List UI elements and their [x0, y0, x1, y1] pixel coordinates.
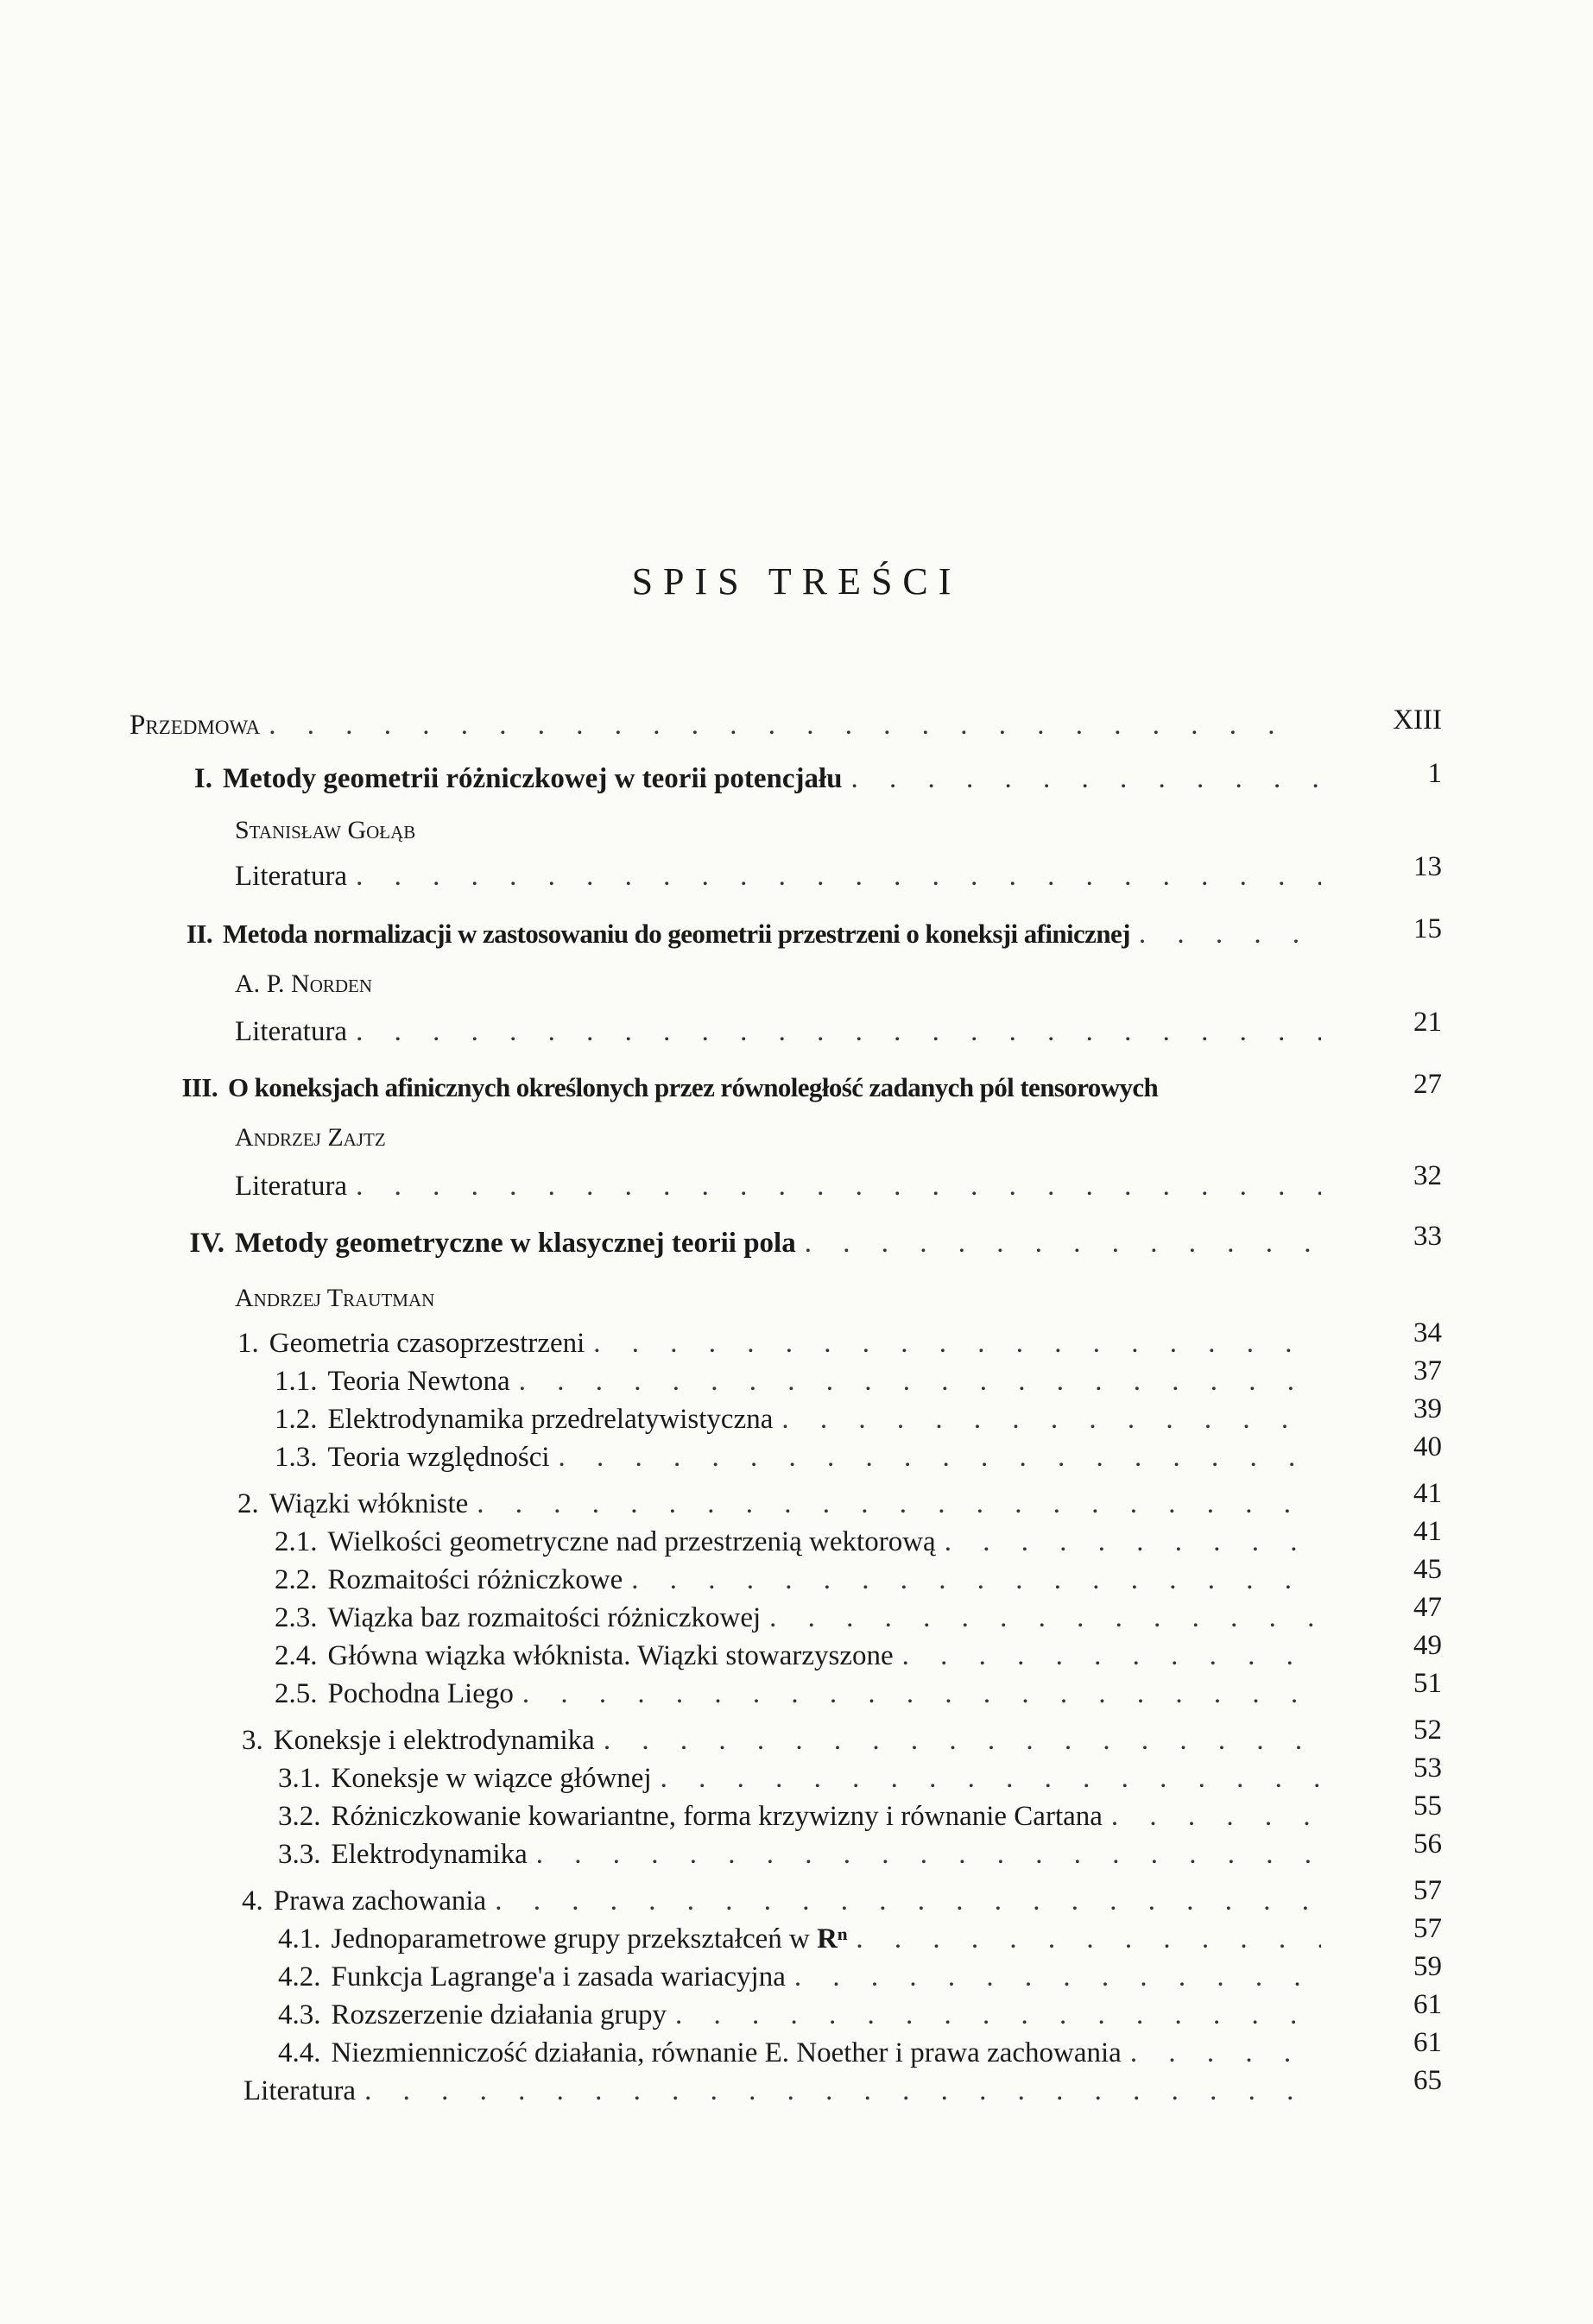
- toc-entry-subsection[interactable]: [278, 1958, 1330, 1996]
- section-title: Elektrodynamika przedrelatywistyczna: [327, 1404, 774, 1435]
- leader-dots: [536, 1835, 1321, 1873]
- chapter-number: III.: [181, 1072, 218, 1102]
- math-symbol: Rⁿ: [817, 1923, 848, 1955]
- chapter-author: A. P. Norden: [235, 969, 373, 998]
- leader-dots: [769, 1599, 1321, 1637]
- entry-page: 1: [1427, 758, 1442, 789]
- chapter-number: II.: [186, 919, 212, 949]
- section-title: Elektrodynamika: [331, 1839, 528, 1870]
- entry-page: 51: [1413, 1668, 1442, 1699]
- toc-entry-chapter[interactable]: [173, 760, 1330, 798]
- section-number: 1.3.: [275, 1442, 318, 1473]
- section-title: Niezmienniczość działania, równanie E. Noether i prawa zachowania: [331, 2037, 1122, 2068]
- chapter-title: Metody geometrii różniczkowej w teorii potencjału: [223, 763, 843, 794]
- section-title: Teoria Newtona: [327, 1366, 510, 1397]
- chapter-author: Stanisław Gołąb: [235, 816, 416, 844]
- section-title: Teoria względności: [327, 1442, 550, 1473]
- leader-dots: [1139, 915, 1321, 953]
- entry-page: XIII: [1393, 704, 1442, 736]
- leader-dots: [805, 1224, 1321, 1262]
- leader-dots: [902, 1637, 1321, 1675]
- toc-entry-subsection[interactable]: [275, 1599, 1330, 1637]
- page-title: SPIS TREŚCI: [631, 560, 962, 603]
- section-title: Koneksje i elektrodynamika: [273, 1725, 595, 1756]
- toc-entry-subsection[interactable]: [278, 1996, 1330, 2034]
- toc-entry-subsection[interactable]: [275, 1438, 1330, 1476]
- leader-dots: [364, 2072, 1321, 2110]
- toc-entry-subsection[interactable]: [275, 1523, 1330, 1561]
- leader-dots: [781, 1400, 1321, 1438]
- entry-page: 61: [1413, 2027, 1442, 2058]
- entry-page: 33: [1413, 1221, 1442, 1252]
- entry-page: 59: [1413, 1951, 1442, 1982]
- section-title: Geometria czasoprzestrzeni: [269, 1328, 585, 1359]
- section-title: Wielkości geometryczne nad przestrzenią wektorową: [327, 1526, 936, 1557]
- leader-dots: [631, 1561, 1321, 1599]
- toc-entry-subsection[interactable]: [278, 1797, 1330, 1835]
- section-number: 3.3.: [278, 1839, 321, 1870]
- entry-page: 39: [1413, 1393, 1442, 1424]
- section-number: 2.5.: [275, 1678, 318, 1709]
- leader-dots: [356, 857, 1321, 895]
- entry-page: 49: [1413, 1630, 1442, 1661]
- entry-label: Przedmowa: [130, 710, 261, 741]
- entry-page: 13: [1413, 851, 1442, 882]
- chapter-author: Andrzej Zajtz: [235, 1123, 386, 1152]
- leader-dots: [794, 1958, 1321, 1996]
- entry-page: 53: [1413, 1752, 1442, 1784]
- toc-entry-section[interactable]: [237, 1324, 1330, 1362]
- leader-dots: [1111, 1797, 1321, 1835]
- leader-dots: [604, 1721, 1321, 1759]
- leader-dots: [356, 1167, 1321, 1205]
- entry-label: Literatura: [235, 1016, 348, 1047]
- entry-page: 41: [1413, 1516, 1442, 1547]
- leader-dots: [661, 1759, 1321, 1797]
- toc-entry-literatura[interactable]: [235, 857, 1330, 895]
- entry-page: 34: [1413, 1317, 1442, 1348]
- section-number: 2.: [237, 1488, 259, 1519]
- section-title: Pochodna Liego: [327, 1678, 514, 1709]
- section-number: 2.1.: [275, 1526, 318, 1557]
- entry-page: 41: [1413, 1478, 1442, 1509]
- entry-page: 56: [1413, 1828, 1442, 1860]
- section-title: Różniczkowanie kowariantne, forma krzywizny i równanie Cartana: [331, 1801, 1103, 1832]
- toc-entry-chapter[interactable]: [173, 1069, 1347, 1107]
- toc-entry-section[interactable]: [242, 1882, 1330, 1920]
- leader-dots: [356, 1013, 1321, 1051]
- toc-entry-subsection[interactable]: [278, 1835, 1330, 1873]
- section-title: Wiązka baz rozmaitości różniczkowej: [327, 1602, 762, 1633]
- leader-dots: [477, 1485, 1321, 1523]
- entry-page: 32: [1413, 1160, 1442, 1191]
- toc-entry-preface[interactable]: [130, 706, 1317, 744]
- entry-page: 40: [1413, 1431, 1442, 1462]
- section-number: 1.1.: [275, 1366, 318, 1397]
- leader-dots: [522, 1675, 1321, 1713]
- section-title: Koneksje w wiązce głównej: [331, 1763, 652, 1794]
- chapter-title: Metoda normalizacji w zastosowaniu do geometrii przestrzeni o koneksji afinicznej: [223, 919, 1130, 949]
- toc-entry-subsection[interactable]: [278, 2034, 1330, 2072]
- toc-entry-section[interactable]: [242, 1721, 1330, 1759]
- entry-label: Literatura: [235, 1171, 348, 1202]
- toc-entry-literatura[interactable]: [235, 1013, 1330, 1051]
- section-number: 4.: [242, 1885, 263, 1917]
- toc-entry-subsection[interactable]: [275, 1637, 1330, 1675]
- entry-page: 21: [1413, 1007, 1442, 1038]
- chapter-number: IV.: [189, 1228, 224, 1259]
- chapter-title: Metody geometryczne w klasycznej teorii pola: [235, 1228, 796, 1259]
- leader-dots: [945, 1523, 1321, 1561]
- section-title: Rozmaitości różniczkowe: [327, 1564, 623, 1595]
- leader-dots: [1130, 2034, 1321, 2072]
- toc-entry-chapter[interactable]: [173, 915, 1330, 953]
- section-title: Prawa zachowania: [273, 1885, 487, 1917]
- leader-dots: [593, 1324, 1321, 1362]
- toc-entry-subsection[interactable]: [275, 1400, 1330, 1438]
- entry-page: 45: [1413, 1554, 1442, 1585]
- leader-dots: [856, 1920, 1321, 1958]
- section-number: 2.3.: [275, 1602, 318, 1633]
- toc-entry-literatura[interactable]: [235, 1167, 1330, 1205]
- toc-entry-section[interactable]: [237, 1485, 1330, 1523]
- entry-page: 61: [1413, 1989, 1442, 2020]
- toc-entry-subsection[interactable]: [275, 1561, 1330, 1599]
- entry-page: 27: [1413, 1069, 1442, 1100]
- section-title: Rozszerzenie działania grupy: [331, 1999, 667, 2030]
- toc-entry-subsection[interactable]: [275, 1362, 1330, 1400]
- chapter-author: Andrzej Trautman: [235, 1284, 435, 1312]
- toc-entry-subsection[interactable]: [278, 1920, 1330, 1958]
- leader-dots: [495, 1882, 1321, 1920]
- entry-page: 37: [1413, 1355, 1442, 1386]
- chapter-number: I.: [193, 763, 212, 794]
- entry-label: Literatura: [235, 861, 348, 892]
- leader-dots: [675, 1996, 1321, 2034]
- section-number: 4.4.: [278, 2037, 321, 2068]
- section-number: 2.4.: [275, 1640, 318, 1671]
- entry-page: 47: [1413, 1592, 1442, 1623]
- section-number: 1.2.: [275, 1404, 318, 1435]
- section-title: Jednoparametrowe grupy przekształceń w: [331, 1923, 810, 1955]
- entry-page: 55: [1413, 1790, 1442, 1822]
- leader-dots: [519, 1362, 1321, 1400]
- toc-entry-chapter[interactable]: [173, 1224, 1330, 1262]
- section-title: Funkcja Lagrange'a i zasada wariacyjna: [331, 1961, 786, 1992]
- toc-entry-literatura[interactable]: [243, 2072, 1330, 2110]
- toc-entry-subsection[interactable]: [278, 1759, 1330, 1797]
- entry-page: 52: [1413, 1715, 1442, 1746]
- entry-page: 65: [1413, 2065, 1442, 2096]
- entry-page: 57: [1413, 1875, 1442, 1906]
- section-title: Wiązki włókniste: [269, 1488, 469, 1519]
- leader-dots: [559, 1438, 1321, 1476]
- leader-dots: [269, 706, 1308, 744]
- section-number: 3.1.: [278, 1763, 321, 1794]
- section-number: 4.1.: [278, 1923, 321, 1955]
- toc-entry-subsection[interactable]: [275, 1675, 1330, 1713]
- section-number: 3.2.: [278, 1801, 321, 1832]
- section-number: 1.: [237, 1328, 259, 1359]
- entry-page: 57: [1413, 1913, 1442, 1944]
- entry-label: Literatura: [243, 2075, 357, 2106]
- section-number: 4.3.: [278, 1999, 321, 2030]
- section-number: 3.: [242, 1725, 263, 1756]
- entry-page: 15: [1413, 913, 1442, 944]
- section-title: Główna wiązka włóknista. Wiązki stowarzyszone: [327, 1640, 894, 1671]
- section-number: 4.2.: [278, 1961, 321, 1992]
- chapter-title: O koneksjach afinicznych określonych przez równoległość zadanych pól tensorowych: [228, 1072, 1159, 1102]
- section-number: 2.2.: [275, 1564, 318, 1595]
- leader-dots: [851, 760, 1321, 798]
